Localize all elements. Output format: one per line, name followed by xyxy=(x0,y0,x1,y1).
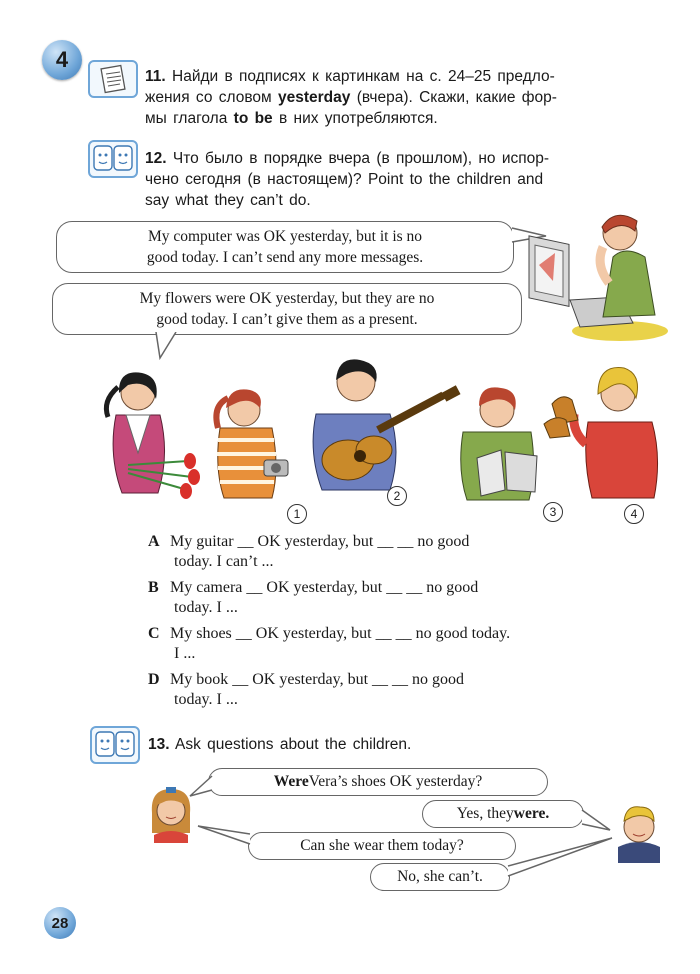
pair-work-icon xyxy=(88,140,138,178)
dialog-q1-bold: Were xyxy=(273,773,309,790)
exercise-list xyxy=(148,532,668,716)
exercise-item-c xyxy=(148,624,668,670)
exercise-item-b xyxy=(148,578,668,624)
task-12-line1: Что было в порядке вчера (в прошлом), но испор- xyxy=(172,150,550,167)
girl-with-camera-illustration xyxy=(206,378,296,503)
boy-with-guitar-illustration xyxy=(298,352,468,497)
bubble-flowers-line1: My flowers were OK yesterday, but they are no xyxy=(139,290,435,307)
picture-number-3: 3 xyxy=(543,502,563,522)
task-11-number: 11. xyxy=(145,68,166,85)
task-11-line2c: (вчера). Скажи, какие фор- xyxy=(350,89,557,106)
exercise-line2: today. I ... xyxy=(174,691,238,708)
dialog-a2-text: No, she can’t. xyxy=(397,868,483,885)
boy-with-book-illustration xyxy=(455,380,550,505)
unit-badge xyxy=(42,40,82,80)
task-11-line1: Найди в подписях к картинкам на с. 24–25 предло- xyxy=(172,68,555,85)
unit-number: 4 xyxy=(55,47,69,72)
dialog-a1-rest: Yes, they xyxy=(456,805,514,822)
exercise-line1: My book __ OK yesterday, but __ __ no good xyxy=(170,671,465,688)
exercise-letter: D xyxy=(148,671,160,688)
exercise-line2: today. I ... xyxy=(174,599,238,616)
bubble-flowers-tail xyxy=(150,332,190,362)
speech-bubble-computer xyxy=(56,221,514,273)
dialog-a2-tail xyxy=(506,836,616,880)
boy-at-computer-illustration xyxy=(525,205,670,345)
girl-with-flowers-illustration xyxy=(88,365,203,505)
exercise-item-d xyxy=(148,670,668,716)
task-12-line2: чено сегодня (в настоящем)? Point to the children and xyxy=(145,171,544,188)
exercise-line2: today. I can’t ... xyxy=(174,553,274,570)
pair-work-icon-2 xyxy=(90,726,140,764)
dialog-a1-bold: were. xyxy=(513,805,550,822)
notebook-icon xyxy=(88,60,138,98)
task-12-line3: say what they can’t do. xyxy=(145,192,311,209)
exercise-letter: C xyxy=(148,625,160,642)
exercise-line1: My camera __ OK yesterday, but __ __ no good xyxy=(170,579,479,596)
exercise-line1: My shoes __ OK yesterday, but __ __ no good today. xyxy=(170,625,511,642)
page-number-badge xyxy=(44,907,76,939)
task-11 xyxy=(145,66,665,129)
task-12 xyxy=(145,148,665,211)
task-11-keyword-to-be: to be xyxy=(233,110,273,127)
dialog-a1-tail xyxy=(580,806,614,836)
girl-with-shoes-illustration xyxy=(538,358,668,503)
picture-number-4: 4 xyxy=(624,504,644,524)
picture-number-2: 2 xyxy=(387,486,407,506)
picture-number-1: 1 xyxy=(287,504,307,524)
boy-avatar-illustration xyxy=(612,797,666,863)
exercise-line1: My guitar __ OK yesterday, but __ __ no good xyxy=(170,533,470,550)
dialog-q2-tail xyxy=(196,822,252,846)
dialog-answer-2 xyxy=(370,863,510,891)
bubble-computer-line1: My computer was OK yesterday, but it is no xyxy=(147,228,423,245)
page-number: 28 xyxy=(51,914,69,932)
bubble-flowers-line2: good today. I can’t give them as a present. xyxy=(156,311,418,328)
task-11-keyword-yesterday: yesterday xyxy=(278,89,351,106)
exercise-line2: I ... xyxy=(174,645,196,662)
task-13-number: 13. xyxy=(148,736,170,753)
dialog-question-2 xyxy=(248,832,516,860)
dialog-q1-rest: Vera’s shoes OK yesterday? xyxy=(308,773,483,790)
task-12-number: 12. xyxy=(145,150,167,167)
dialog-answer-1 xyxy=(422,800,584,828)
task-13 xyxy=(148,734,411,755)
speech-bubble-flowers xyxy=(52,283,522,335)
task-13-text: Ask questions about the children. xyxy=(175,736,412,753)
exercise-item-a xyxy=(148,532,668,578)
task-11-line3c: в них употребляются. xyxy=(272,110,438,127)
bubble-computer-line2: good today. I can’t send any more messages. xyxy=(146,249,424,266)
dialog-q1-tail xyxy=(188,772,214,800)
task-11-line3a: мы глагола xyxy=(145,110,234,127)
task-11-line2a: жения со словом xyxy=(145,89,278,106)
dialog-question-1 xyxy=(208,768,548,796)
exercise-letter: A xyxy=(148,533,160,550)
exercise-letter: B xyxy=(148,579,159,596)
dialog-q2-text: Can she wear them today? xyxy=(300,837,464,854)
